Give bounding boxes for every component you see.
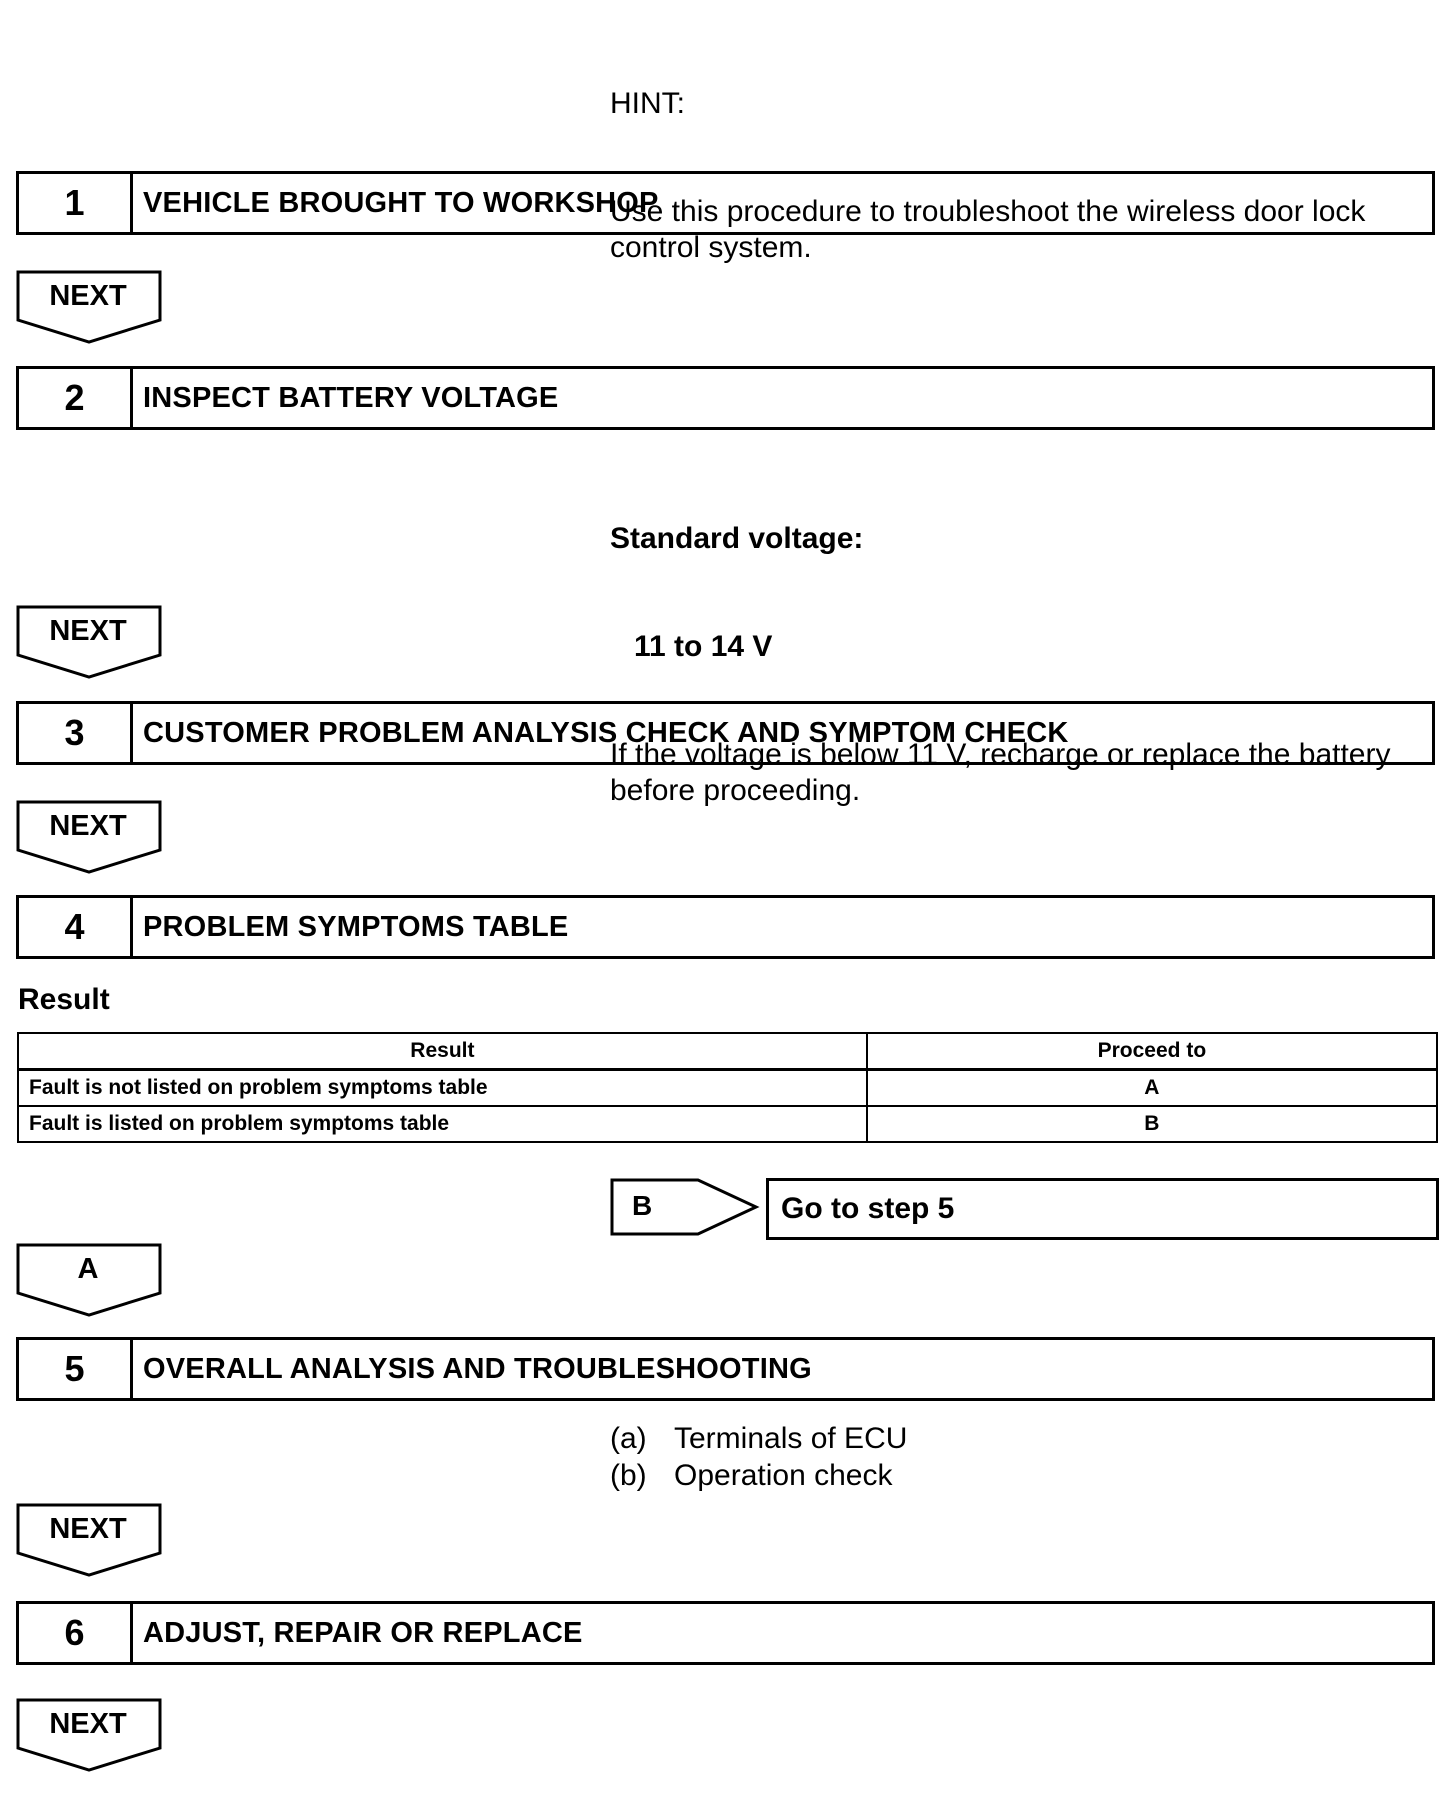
branch-b-label: B [632, 1190, 653, 1221]
hint-block [610, 14, 1410, 302]
next-arrow [16, 1698, 164, 1772]
result-cell: Fault is not listed on problem symptoms table [18, 1070, 867, 1107]
standard-voltage-value: 11 to 14 V [634, 630, 773, 663]
step-title: OVERALL ANALYSIS AND TROUBLESHOOTING [143, 1352, 812, 1385]
column-header-result: Result [18, 1033, 867, 1070]
list-item [610, 1420, 907, 1457]
standard-voltage-label: Standard voltage: [610, 522, 864, 555]
next-arrow [16, 800, 164, 874]
step-4-box [16, 895, 1435, 959]
step-5-box [16, 1337, 1435, 1401]
branch-b-arrow [610, 1178, 760, 1236]
next-arrow [16, 1503, 164, 1577]
step-5-sublist [610, 1420, 907, 1494]
list-item-text: Terminals of ECU [674, 1422, 908, 1455]
next-label: NEXT [49, 1708, 127, 1740]
table-header-row [18, 1033, 1437, 1070]
step-title: PROBLEM SYMPTOMS TABLE [143, 910, 569, 943]
list-item [610, 1457, 907, 1494]
step-title: INSPECT BATTERY VOLTAGE [143, 381, 559, 414]
step-number: 5 [19, 1340, 133, 1398]
standard-voltage-block [610, 449, 1430, 845]
step-title: VEHICLE BROUGHT TO WORKSHOP [143, 186, 659, 219]
next-label: NEXT [49, 810, 127, 842]
step-2-box [16, 366, 1435, 430]
step-1-box [16, 171, 1435, 235]
column-header-proceed: Proceed to [867, 1033, 1437, 1070]
goto-step-box: Go to step 5 [766, 1178, 1439, 1240]
step-6-box [16, 1601, 1435, 1665]
next-arrow [16, 270, 164, 344]
table-row [18, 1106, 1437, 1142]
list-item-text: Operation check [674, 1459, 893, 1492]
hint-label: HINT: [610, 87, 685, 120]
proceed-cell: B [867, 1106, 1437, 1142]
step-number: 2 [19, 369, 133, 427]
result-heading: Result [18, 983, 110, 1016]
next-arrow [16, 605, 164, 679]
step-number: 1 [19, 174, 133, 232]
branch-a-arrow [16, 1243, 164, 1317]
step-number: 4 [19, 898, 133, 956]
standard-voltage-note: If the voltage is below 11 V, recharge or replace the battery before proceeding. [610, 738, 1391, 807]
list-item-marker: (a) [610, 1422, 647, 1455]
table-row [18, 1070, 1437, 1107]
step-title: ADJUST, REPAIR OR REPLACE [143, 1616, 583, 1649]
step-title: CUSTOMER PROBLEM ANALYSIS CHECK AND SYMPTOM CHECK [143, 716, 1069, 749]
next-label: NEXT [49, 615, 127, 647]
proceed-cell: A [867, 1070, 1437, 1107]
list-item-marker: (b) [610, 1459, 647, 1492]
step-number: 3 [19, 704, 133, 762]
step-3-box [16, 701, 1435, 765]
result-table [17, 1032, 1438, 1143]
next-label: NEXT [49, 1513, 127, 1545]
next-label: NEXT [49, 280, 127, 312]
branch-a-label: A [77, 1253, 99, 1285]
result-cell: Fault is listed on problem symptoms table [18, 1106, 867, 1142]
hint-text: Use this procedure to troubleshoot the wireless door lock control system. [610, 195, 1366, 264]
step-number: 6 [19, 1604, 133, 1662]
